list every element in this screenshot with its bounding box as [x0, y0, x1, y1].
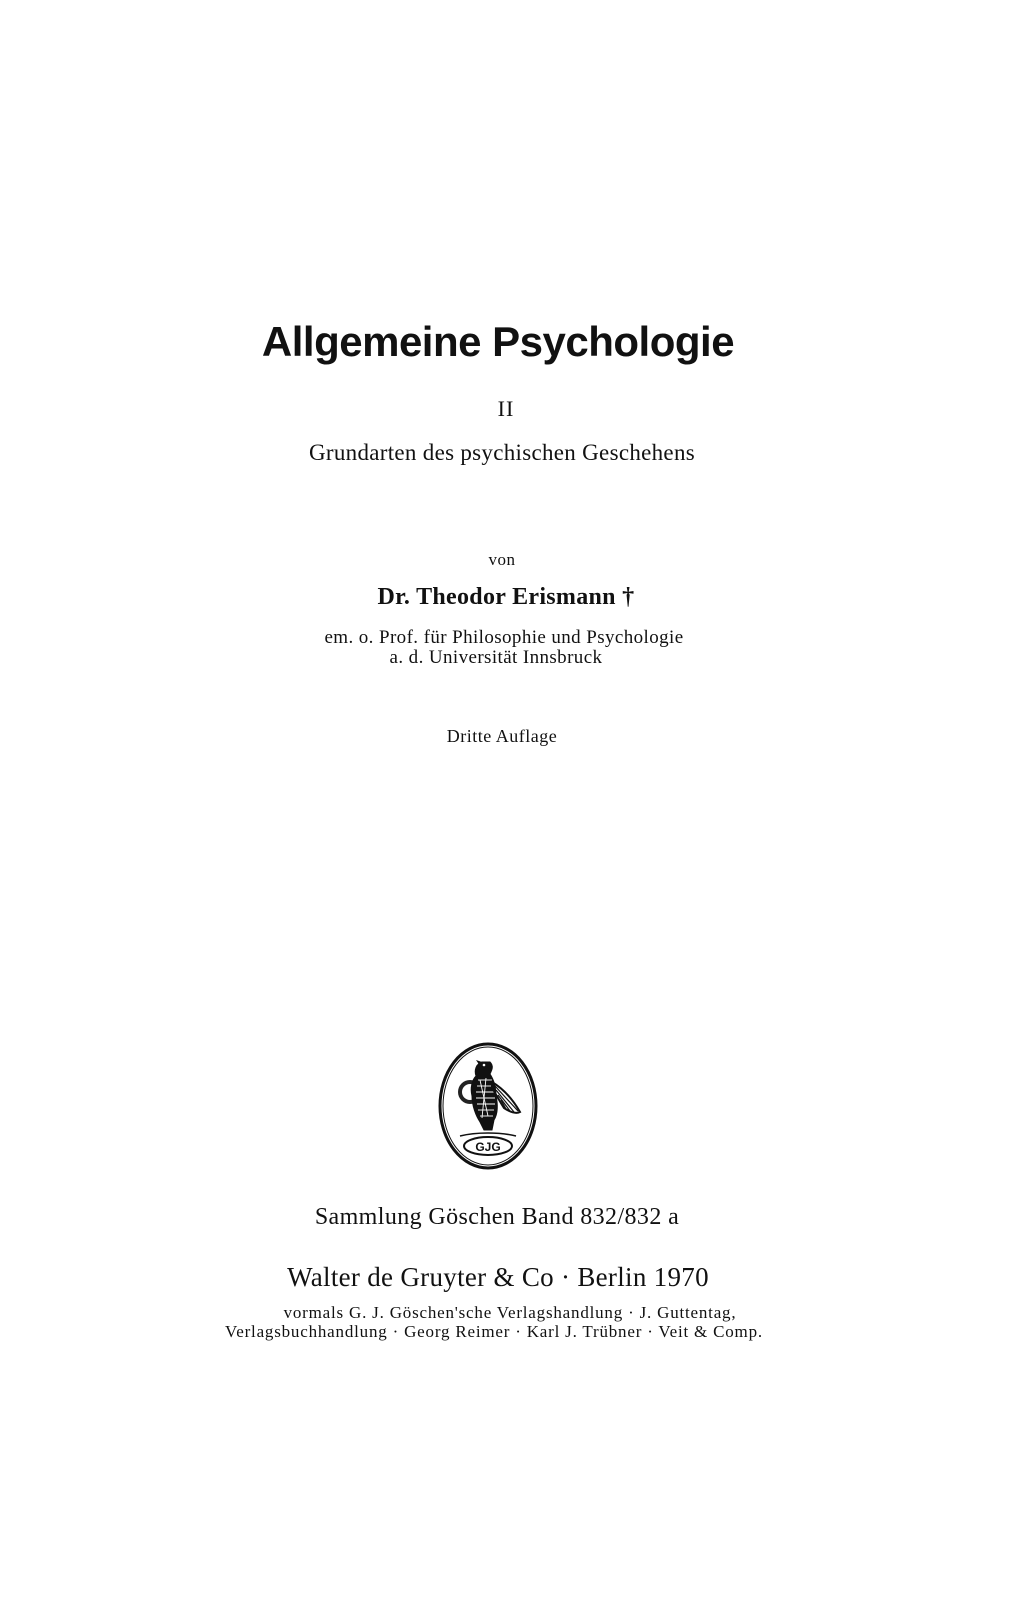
publisher-line: Walter de Gruyter & Co · Berlin 1970 — [287, 1262, 709, 1292]
by-label: von — [488, 550, 516, 569]
author-affiliation-line1: em. o. Prof. für Philosophie und Psychologie — [324, 627, 684, 648]
author-name: Dr. Theodor Erismann † — [377, 584, 635, 610]
book-title: Allgemeine Psychologie — [261, 318, 735, 365]
former-publishers-line1: vormals G. J. Göschen'sche Verlagshandlung · J. Guttentag, — [283, 1303, 737, 1322]
eagle-emblem-icon — [436, 1040, 540, 1172]
logo-monogram: GJG — [475, 1140, 501, 1154]
series-info: Sammlung Göschen Band 832/832 a — [314, 1204, 680, 1230]
former-publishers-line2: Verlagsbuchhandlung · Georg Reimer · Karl J. Trübner · Veit & Comp. — [225, 1322, 763, 1341]
publisher-logo — [436, 1040, 540, 1172]
edition-label: Dritte Auflage — [446, 726, 558, 746]
book-subtitle: Grundarten des psychischen Geschehens — [308, 440, 695, 465]
author-affiliation-line2: a. d. Universität Innsbruck — [389, 647, 603, 668]
volume-number: II — [497, 396, 515, 421]
